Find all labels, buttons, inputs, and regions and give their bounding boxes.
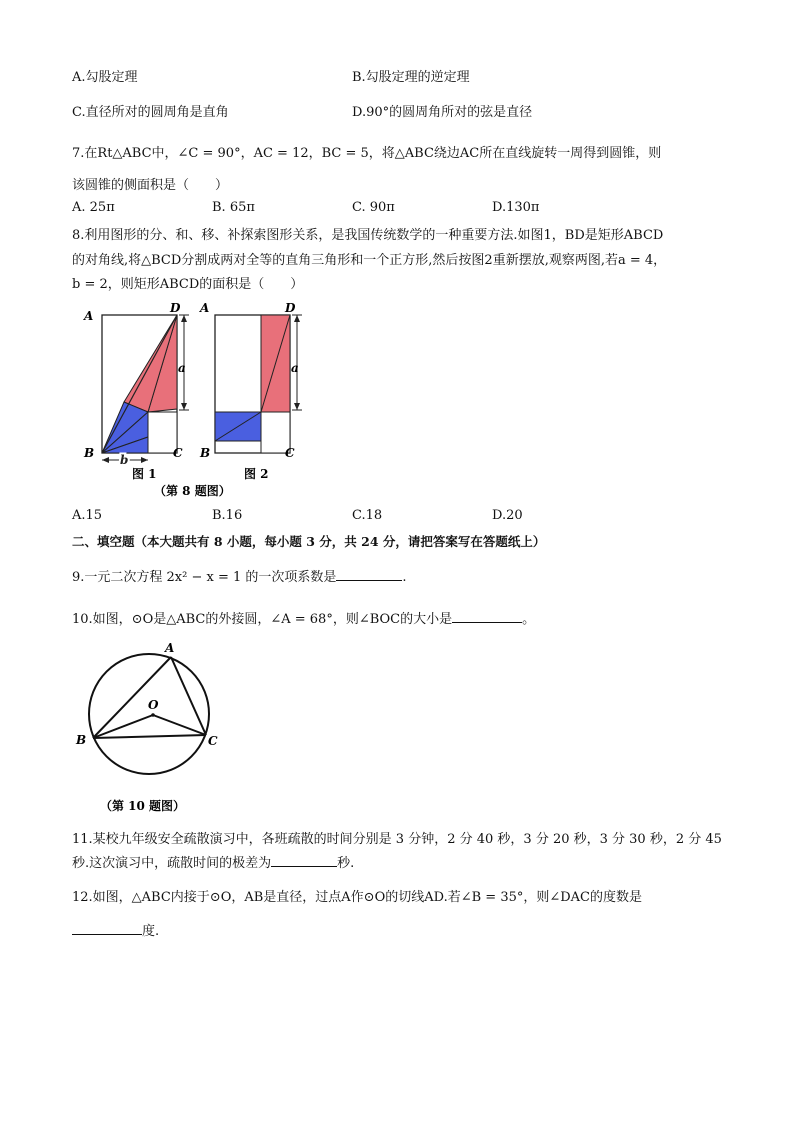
q7-option-c: C. 90π: [352, 200, 395, 215]
q8-figure-caption: （第 8 题图）: [154, 484, 231, 498]
fig2-label-B: B: [200, 446, 211, 460]
q8-stem-line2: 的对角线,将△BCD分割成两对全等的直角三角形和一个正方形,然后按图2重新摆放,观察两图,若a = 4，: [72, 253, 667, 268]
q12-line1: 12.如图，△ABC内接于⊙O，AB是直径，过点A作⊙O的切线AD.若∠B = 35°，则∠DAC的度数是: [72, 890, 643, 905]
q8-option-b: B.16: [212, 508, 243, 523]
q10-label-O: O: [148, 698, 159, 712]
q9-text-end: .: [402, 570, 407, 585]
q8-figure: [78, 300, 318, 500]
q12-text-end: 度.: [142, 924, 160, 939]
q10-label-A: A: [165, 641, 175, 655]
q7-stem-line2: 该圆锥的侧面积是（ ）: [72, 178, 229, 193]
circle-o: [89, 654, 209, 774]
q8-stem-line1: 8.利用图形的分、和、移、补探索图形关系，是我国传统数学的一种重要方法.如图1，BD是矩形ABCD: [72, 228, 664, 243]
q6-option-c: C.直径所对的圆周角是直角: [72, 105, 229, 120]
q8-stem-line3: b = 2，则矩形ABCD的面积是（ ）: [72, 277, 304, 292]
fig1-label-C: C: [173, 446, 183, 460]
q10-figure: [72, 638, 232, 818]
q7-option-d: D.130π: [492, 200, 540, 215]
q6-option-d: D.90°的圆周角所对的弦是直径: [352, 105, 533, 120]
q12-answer-blank[interactable]: [72, 921, 142, 935]
q9-line: [72, 566, 407, 585]
q11-line1: 11.某校九年级安全疏散演习中，各班疏散的时间分别是 3 分钟，2 分 40 秒，3 分 20 秒，3 分 30 秒，2 分 45: [72, 832, 722, 847]
q7-stem-line1: 7.在Rt△ABC中，∠C = 90°，AC = 12，BC = 5，将△ABC绕边AC所在直线旋转一周得到圆锥，则: [72, 146, 662, 161]
q8-option-a: A.15: [72, 508, 103, 523]
fig2-caption: 图 2: [244, 467, 269, 481]
q8-option-c: C.18: [352, 508, 383, 523]
fig2-label-C: C: [285, 446, 295, 460]
q11-answer-blank[interactable]: [271, 853, 337, 867]
q10-figure-caption: （第 10 题图）: [100, 799, 186, 813]
fig1-label-a: a: [178, 361, 186, 375]
fig2-label-D: D: [285, 301, 296, 315]
q10-label-B: B: [76, 733, 87, 747]
q10-text: 10.如图，⊙O是△ABC的外接圆，∠A = 68°，则∠BOC的大小是: [72, 612, 453, 627]
fig1-caption: 图 1: [132, 467, 157, 481]
q8-option-d: D.20: [492, 508, 523, 523]
q10-line: [72, 608, 535, 627]
q9-answer-blank[interactable]: [336, 567, 402, 581]
q10-label-C: C: [208, 734, 218, 748]
fig1-label-D: D: [170, 301, 181, 315]
q7-option-b: B. 65π: [212, 200, 255, 215]
q10-text-end: 。: [522, 612, 536, 627]
q11-line2: [72, 852, 354, 871]
q11-text: 秒.这次演习中，疏散时间的极差为: [72, 856, 272, 871]
q6-option-a: A.勾股定理: [72, 70, 138, 85]
section-2-heading: 二、填空题（本大题共有 8 小题，每小题 3 分，共 24 分，请把答案写在答题纸上）: [72, 534, 546, 549]
fig1-label-B: B: [84, 446, 95, 460]
fig2-label-A: A: [200, 301, 210, 315]
q11-text-end: 秒.: [337, 856, 355, 871]
q10-answer-blank[interactable]: [452, 609, 522, 623]
q6-option-b: B.勾股定理的逆定理: [352, 70, 470, 85]
q12-line2: [72, 920, 159, 939]
q7-option-a: A. 25π: [72, 200, 115, 215]
fig1-label-A: A: [84, 309, 94, 323]
fig2-label-a: a: [291, 361, 299, 375]
fig1-label-b: b: [120, 453, 129, 467]
q9-text: 9.一元二次方程 2x² − x = 1 的一次项系数是: [72, 570, 337, 585]
